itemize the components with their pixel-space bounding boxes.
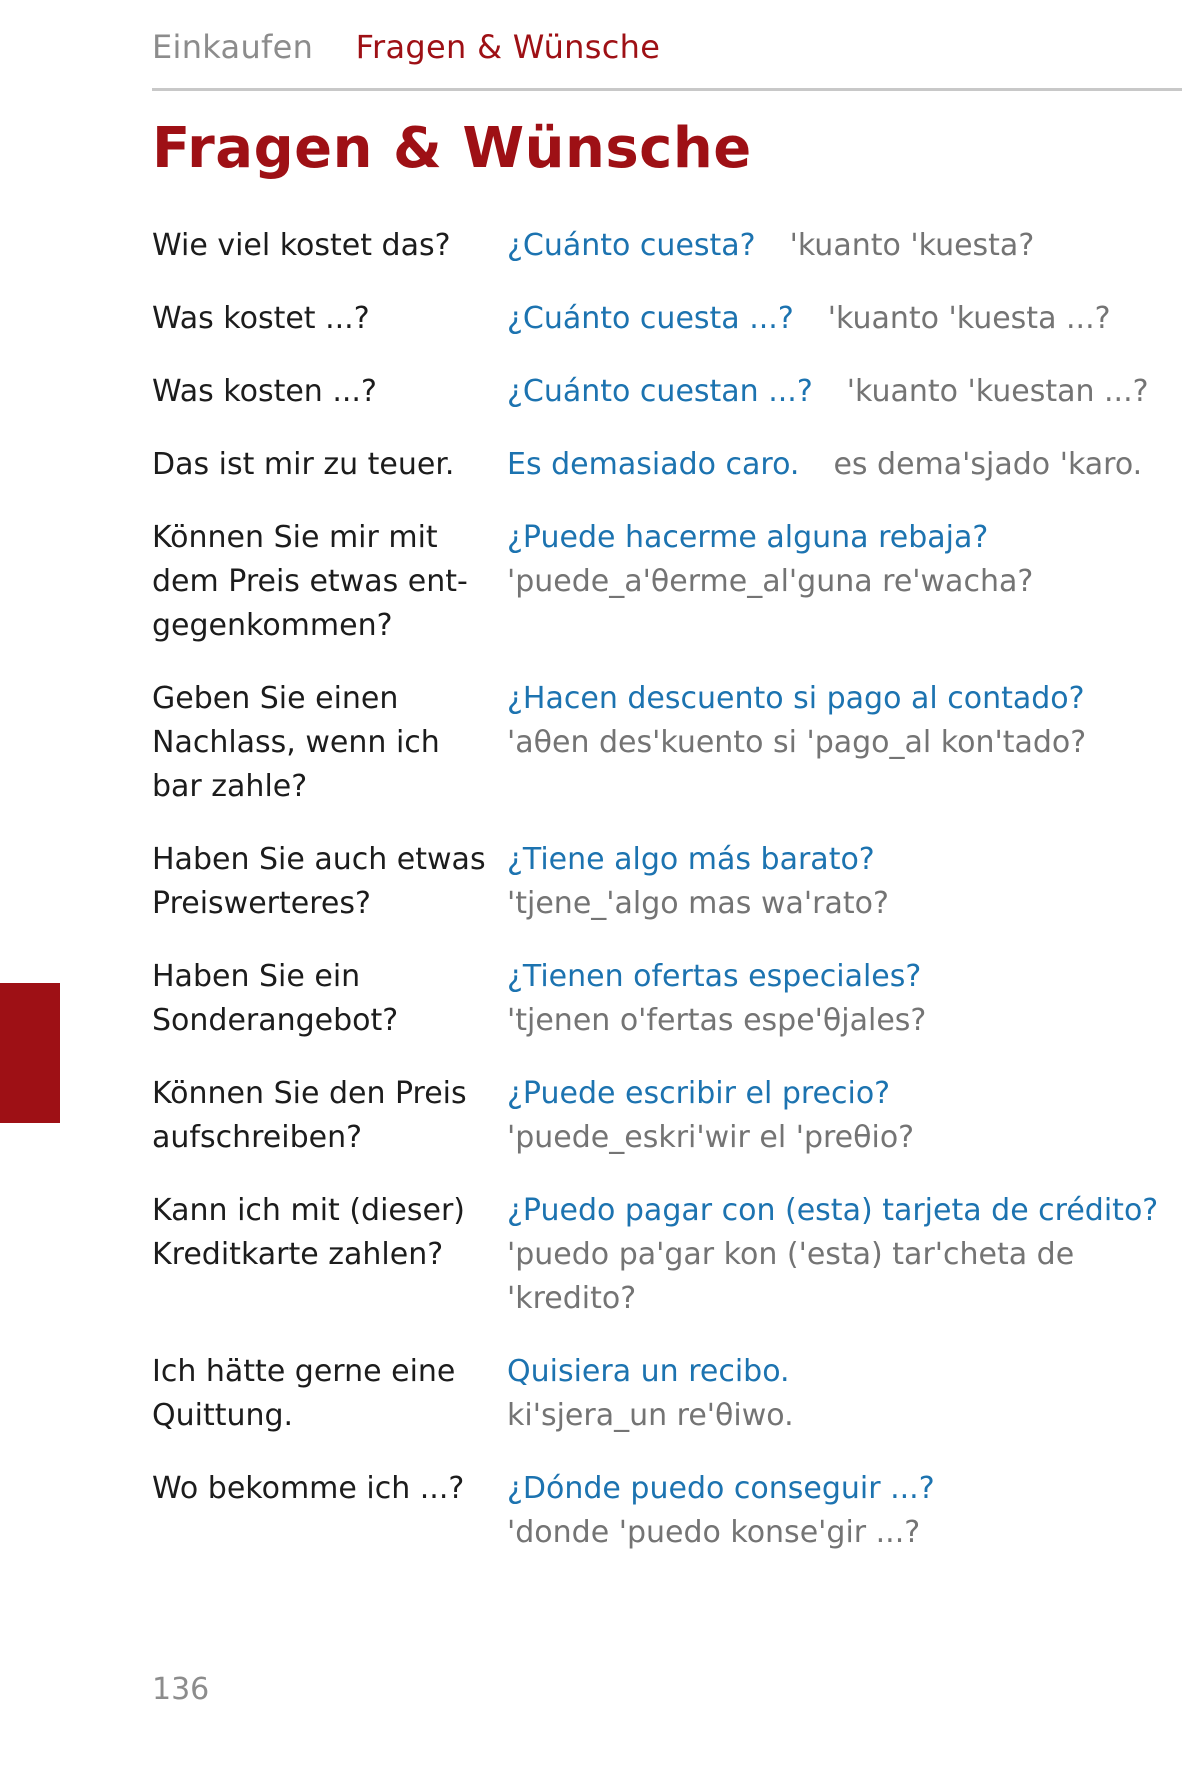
- german-phrase: Haben Sie ein Sonderangebot?: [152, 959, 399, 1038]
- german-phrase: Können Sie den Preis aufschreiben?: [152, 1076, 467, 1155]
- header-divider: [152, 88, 1182, 91]
- phrase-row: [152, 224, 1182, 268]
- phrase-row: [152, 677, 1182, 809]
- german-phrase: Können Sie mir mit dem Preis etwas ent-gegenkommen?: [152, 520, 468, 643]
- page-title: Fragen & Wünsche: [152, 116, 752, 181]
- spanish-phrase: ¿Tiene algo más barato?: [507, 842, 875, 877]
- chapter-tab-marker: [0, 983, 60, 1123]
- german-phrase: Geben Sie einen Nachlass, wenn ich bar zahle?: [152, 681, 440, 804]
- pronunciation: 'kuanto 'kuesta?: [789, 228, 1035, 263]
- spanish-phrase: ¿Cuánto cuesta ...?: [507, 301, 794, 336]
- phrase-row: [152, 1189, 1182, 1321]
- german-phrase: Ich hätte gerne eine Quittung.: [152, 1354, 456, 1433]
- header-subsection: Fragen & Wünsche: [355, 28, 661, 66]
- spanish-phrase: ¿Tienen ofertas especiales?: [507, 959, 922, 994]
- german-phrase: Wo bekomme ich ...?: [152, 1471, 465, 1506]
- pronunciation: 'puede_eskri'wir el 'preθio?: [507, 1120, 915, 1155]
- pronunciation: 'puede_a'θerme_al'guna re'wacha?: [507, 564, 1034, 599]
- spanish-phrase: ¿Puede hacerme alguna rebaja?: [507, 520, 989, 555]
- german-phrase: Was kostet ...?: [152, 301, 370, 336]
- spanish-phrase: ¿Cuánto cuesta?: [507, 228, 756, 263]
- phrase-row: [152, 516, 1182, 648]
- german-phrase: Wie viel kostet das?: [152, 228, 451, 263]
- phrase-row: [152, 1350, 1182, 1438]
- spanish-phrase: Quisiera un recibo.: [507, 1354, 790, 1389]
- phrase-row: [152, 1467, 1182, 1555]
- pronunciation: 'puedo pa'gar kon ('esta) tar'cheta de 'kredito?: [507, 1237, 1075, 1316]
- pronunciation: 'aθen des'kuento si 'pago_al kon'tado?: [507, 725, 1087, 760]
- phrase-row: [152, 1072, 1182, 1160]
- pronunciation: 'tjenen o'fertas espe'θjales?: [507, 1003, 927, 1038]
- german-phrase: Haben Sie auch etwas Preiswerteres?: [152, 842, 486, 921]
- phrase-row: [152, 297, 1182, 341]
- pronunciation: 'donde 'puedo konse'gir ...?: [507, 1515, 921, 1550]
- phrase-row: [152, 370, 1182, 414]
- german-phrase: Kann ich mit (dieser) Kreditkarte zahlen?: [152, 1193, 465, 1272]
- phrase-row: [152, 838, 1182, 926]
- phrase-list: [152, 224, 1182, 1584]
- header-section: Einkaufen: [152, 28, 314, 66]
- german-phrase: Das ist mir zu teuer.: [152, 447, 455, 482]
- spanish-phrase: ¿Puede escribir el precio?: [507, 1076, 891, 1111]
- pronunciation: es dema'sjado 'karo.: [833, 447, 1143, 482]
- phrase-row: [152, 955, 1182, 1043]
- spanish-phrase: Es demasiado caro.: [507, 447, 800, 482]
- pronunciation: 'tjene_'algo mas wa'rato?: [507, 886, 889, 921]
- spanish-phrase: ¿Puedo pagar con (esta) tarjeta de crédito?: [507, 1193, 1159, 1228]
- page-number: 136: [152, 1672, 210, 1707]
- pronunciation: ki'sjera_un re'θiwo.: [507, 1398, 794, 1433]
- pronunciation: 'kuanto 'kuestan ...?: [846, 374, 1149, 409]
- spanish-phrase: ¿Hacen descuento si pago al contado?: [507, 681, 1085, 716]
- spanish-phrase: ¿Cuánto cuestan ...?: [507, 374, 813, 409]
- running-header: [152, 28, 1182, 66]
- phrase-row: [152, 443, 1182, 487]
- german-phrase: Was kosten ...?: [152, 374, 377, 409]
- spanish-phrase: ¿Dónde puedo conseguir ...?: [507, 1471, 935, 1506]
- pronunciation: 'kuanto 'kuesta ...?: [827, 301, 1111, 336]
